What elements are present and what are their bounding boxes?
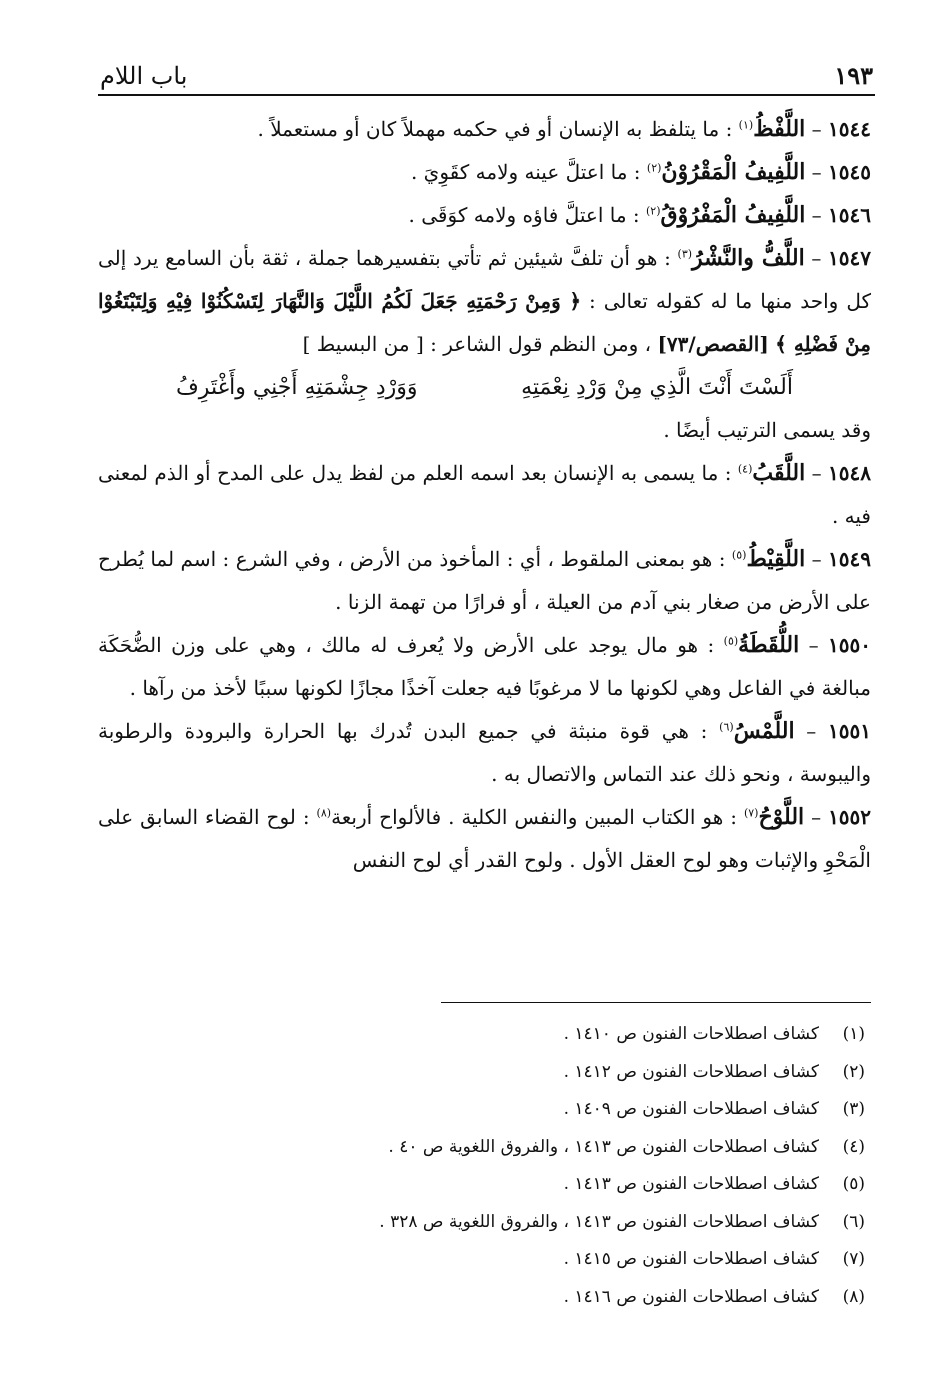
footnote-number: (٣) — [842, 1099, 865, 1119]
footnote-text: كشاف اصطلاحات الفنون ص ١٤١٣ ، والفروق اللغوية ص ٤٠ . — [388, 1136, 819, 1157]
entry-definition-cont: : لوح القضاء السابق على الْمَحْوِ والإثبات وهو لوح العقل الأول . ولوح القدر أي لوح النفس — [98, 805, 871, 872]
after-verse-text: وقد يسمى الترتيب أيضًا . — [663, 418, 871, 442]
footnote-number: (٥) — [842, 1174, 865, 1194]
footnote-text: كشاف اصطلاحات الفنون ص ١٤١٣ . — [563, 1174, 819, 1194]
entry-definition-cont: ، ومن النظم قول الشاعر : [ من البسيط ] — [302, 332, 652, 356]
entry-definition: : هو أن تلفَّ شيئين ثم تأتي بتفسيرهما جملة ، ثقة بأن السامع يرد إلى كل واحد منها ما له كقوله تعالى : — [98, 246, 872, 313]
verse-first-hemistich: أَلَسْتَ أَنْتَ الَّذِي مِنْ وَرْدِ نِعْمَتِهِ — [521, 375, 793, 400]
entry-definition: : ما اعتلَّ عينه ولامه كقَوِيَ . — [410, 160, 641, 184]
footnote-item — [120, 1241, 865, 1279]
entry-term: اللَّفُّ والنَّشْرُ — [692, 245, 805, 271]
header-divider — [98, 94, 875, 96]
entry-number: ١٥٤٥ — [828, 160, 871, 184]
footnote-text: كشاف اصطلاحات الفنون ص ١٤١٢ . — [563, 1061, 819, 1082]
entry-definition: : هو بمعنى الملقوط ، أي : المأخوذ من الأرض ، وفي الشرع : اسم لما يُطرح على الأرض من صغار بني آدم من العيلة ، أو فرارًا من تهمة الزنا . — [98, 547, 871, 614]
entry-1551: ١٥٥١ – اللَّمْسُ$^{(٦)}$ : هي قوة منبثة في جميع البدن تُدرك بها الحرارة والبرودة والرطوبة واليبوسة ، ونحو ذلك عند التماس والاتصال به . — [98, 718, 872, 786]
footnote-number: (٢) — [842, 1061, 865, 1082]
entry-number: ١٥٤٧ — [828, 246, 871, 270]
footnote-ref[interactable]: (٧) — [743, 806, 759, 820]
entry-term: اللَّفِيفُ الْمَقْرُوْنُ — [661, 159, 806, 185]
footnote-ref[interactable]: (٨) — [316, 806, 332, 820]
entry-1544: ١٥٤٤ – اللَّفْظُ$^{(١)}$ : ما يتلفظ به الإنسان أو في حكمه مهملاً كان أو مستعملاً . — [257, 116, 871, 142]
footnote-text: كشاف اصطلاحات الفنون ص ١٤١٥ . — [563, 1249, 819, 1269]
entry-term: اللَّوْحُ — [758, 804, 805, 830]
entry-1552: ١٥٥٢ – اللَّوْحُ$^{(٧)}$ : هو الكتاب المبين والنفس الكلية . فالألواح أربعة$^{(٨)}$ : لوح القضاء السابق على الْمَحْوِ والإثبات وهو لوح العقل الأول . ولوح القدر أي لوح النفس — [98, 804, 872, 872]
quran-reference: [القصص/٧٣] — [657, 332, 769, 356]
footnote-item — [120, 1016, 865, 1054]
footnote-item — [120, 1054, 865, 1092]
entry-term: اللَّقِيْطُ — [746, 546, 806, 572]
entry-term: اللَّقَبُ — [752, 460, 806, 486]
footnote-ref[interactable]: (٤) — [737, 462, 753, 476]
entry-definition: : هو مال يوجد على الأرض ولا يُعرف له مالك ، وهي على وزن الضُّحَكَة مبالغة في الفاعل وهي لكونها ما لا مرغوبًا فيه جعلت آخذًا مجازًا لكونها سببًا لأخذ من رآها . — [98, 633, 871, 700]
entry-number: ١٥٤٤ — [828, 117, 871, 141]
footnote-ref[interactable]: (٢) — [646, 204, 661, 218]
entry-1548: ١٥٤٨ – اللَّقَبُ$^{(٤)}$ : ما يسمى به الإنسان بعد اسمه العلم من لفظ يدل على المدح أو الذم لمعنى فيه . — [98, 460, 871, 528]
footnotes — [120, 1016, 865, 1316]
footnote-number: (٤) — [842, 1136, 865, 1157]
entry-1546: ١٥٤٦ – اللَّفِيفُ الْمَفْرُوْقُ$^{(٢)}$ : ما اعتلَّ فاؤه ولامه كوَقَى . — [408, 202, 871, 228]
footnote-item — [120, 1129, 865, 1167]
entry-term: اللَّمْسُ — [733, 718, 795, 744]
footnote-text: كشاف اصطلاحات الفنون ص ١٤١٦ . — [563, 1286, 819, 1307]
footnote-divider — [441, 1002, 871, 1003]
entry-definition: : ما يسمى به الإنسان بعد اسمه العلم من لفظ يدل على المدح أو الذم لمعنى فيه . — [98, 461, 871, 528]
footnote-text: كشاف اصطلاحات الفنون ص ١٤١٠ . — [563, 1024, 819, 1044]
footnote-number: (٦) — [842, 1211, 865, 1232]
footnote-item — [120, 1166, 865, 1204]
entry-definition: : ما يتلفظ به الإنسان أو في حكمه مهملاً كان أو مستعملاً . — [257, 117, 733, 141]
footnote-ref[interactable]: (٢) — [646, 161, 662, 175]
entry-term: اللَّفْظُ — [753, 116, 806, 142]
entry-1549: ١٥٤٩ – اللَّقِيْطُ$^{(٥)}$ : هو بمعنى الملقوط ، أي : المأخوذ من الأرض ، وفي الشرع : اسم لما يُطرح على الأرض من صغار بني آدم من العيلة ، أو فرارًا من تهمة الزنا . — [98, 546, 871, 614]
footnote-number: (٧) — [842, 1249, 865, 1269]
verse-second-hemistich: وَوَرْدِ جِشْمَتِهِ أَجْنِي وأَغْتَرِفُ — [176, 375, 418, 400]
entry-definition: : ما اعتلَّ فاؤه ولامه كوَقَى . — [408, 203, 640, 227]
footnote-ref[interactable]: (٣) — [677, 247, 693, 261]
footnote-text: كشاف اصطلاحات الفنون ص ١٤٠٩ . — [563, 1099, 819, 1119]
footnote-ref[interactable]: (٥) — [723, 634, 739, 648]
footnote-text: كشاف اصطلاحات الفنون ص ١٤١٣ ، والفروق اللغوية ص ٣٢٨ . — [379, 1211, 819, 1232]
entry-number: ١٥٤٨ — [828, 461, 871, 485]
footnote-item — [120, 1091, 865, 1129]
entry-number: ١٥٥٢ — [828, 805, 872, 829]
quran-quote: ﴿ وَمِنْ رَحْمَتِهِ جَعَلَ لَكُمُ اللَّيْلَ وَالنَّهَارَ لِتَسْكُنُوْا فِيْهِ وَلِتَبْتَغُوْا مِنْ فَضْلِهِ ﴾ — [98, 289, 871, 356]
entry-number: ١٥٥١ — [828, 719, 872, 743]
entry-number: ١٥٥٠ — [828, 633, 872, 657]
footnote-ref[interactable]: (١) — [738, 118, 754, 132]
entry-1550: ١٥٥٠ – اللُّقَطَةُ$^{(٥)}$ : هو مال يوجد على الأرض ولا يُعرف له مالك ، وهي على وزن الضُّحَكَة مبالغة في الفاعل وهي لكونها ما لا مرغوبًا فيه جعلت آخذًا مجازًا لكونها سببًا لأخذ من رآها . — [98, 632, 872, 700]
entry-term: اللَّفِيفُ الْمَفْرُوْقُ — [660, 202, 806, 228]
footnote-number: (١) — [842, 1024, 865, 1044]
entry-definition: : هو الكتاب المبين والنفس الكلية . فالألواح أربعة — [331, 805, 737, 829]
chapter-title: باب اللام — [100, 62, 188, 90]
entry-term: اللُّقَطَةُ — [738, 632, 800, 658]
footnote-item — [120, 1204, 865, 1242]
entry-number: ١٥٤٩ — [828, 547, 871, 571]
entry-definition: : هي قوة منبثة في جميع البدن تُدرك بها الحرارة والبرودة والرطوبة واليبوسة ، ونحو ذلك عند التماس والاتصال به . — [98, 719, 871, 786]
page-header — [100, 58, 873, 90]
page-number: ١٩٣ — [834, 61, 873, 90]
entry-1545: ١٥٤٥ – اللَّفِيفُ الْمَقْرُوْنُ$^{(٢)}$ : ما اعتلَّ عينه ولامه كقَوِيَ . — [410, 159, 871, 185]
poetry-verse — [98, 366, 871, 409]
footnote-item — [120, 1279, 865, 1317]
footnote-ref[interactable]: (٥) — [731, 548, 747, 562]
footnote-number: (٨) — [842, 1286, 865, 1307]
footnote-ref[interactable]: (٦) — [719, 720, 734, 734]
entry-number: ١٥٤٦ — [828, 203, 871, 227]
main-text — [98, 108, 871, 882]
entry-1547: ١٥٤٧ – اللَّفُّ والنَّشْرُ$^{(٣)}$ : هو أن تلفَّ شيئين ثم تأتي بتفسيرهما جملة ، ثقة بأن السامع يرد إلى كل واحد منها ما له كقوله تعالى : ﴿ وَمِنْ رَحْمَتِهِ جَعَلَ لَكُمُ اللَّيْلَ وَالنَّهَارَ لِتَسْكُنُوْا فِيْهِ وَلِتَبْتَغُوْا مِنْ فَضْلِهِ ﴾ [القصص/٧٣] ، ومن النظم قول الشاعر : [ من البسيط ] — [98, 245, 872, 356]
